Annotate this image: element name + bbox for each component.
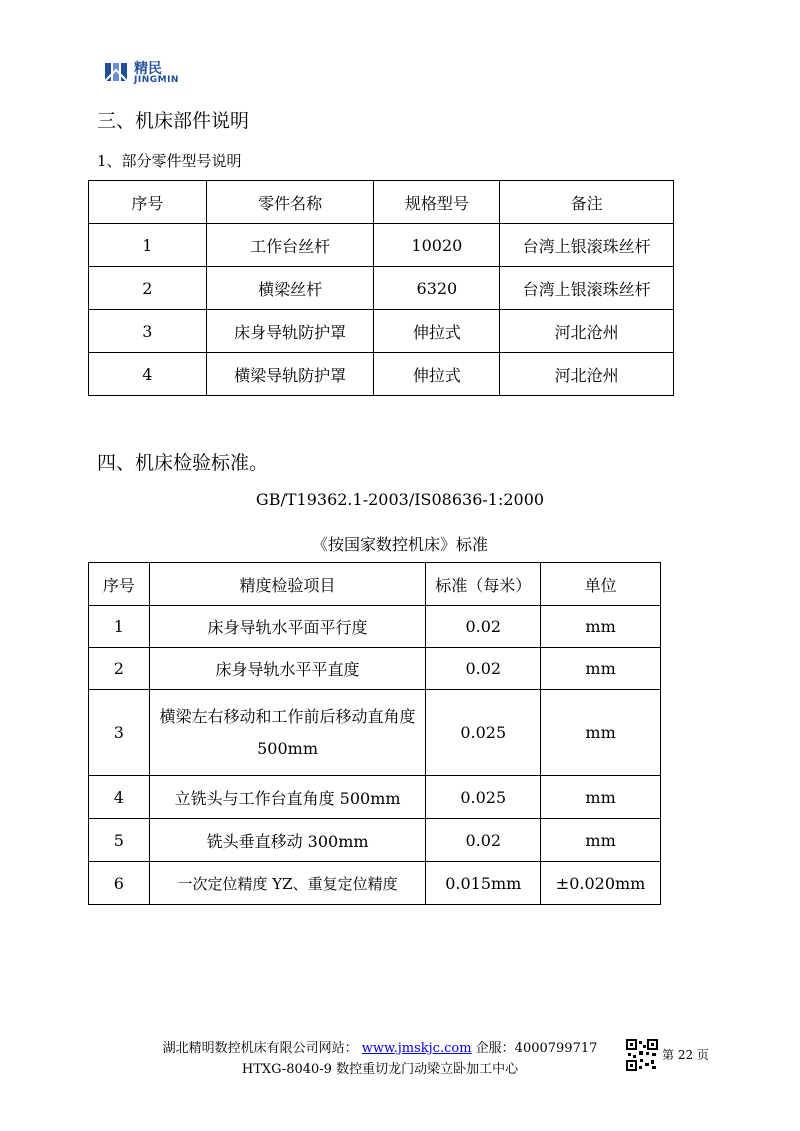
table-cell: 0.025 bbox=[426, 690, 541, 776]
table-cell: 立铣头与工作台直角度 500mm bbox=[149, 776, 426, 819]
table-cell: 河北沧州 bbox=[500, 353, 674, 396]
table-cell: 2 bbox=[89, 648, 150, 690]
header-cell: 规格型号 bbox=[374, 181, 500, 224]
table-row bbox=[89, 862, 661, 905]
table-cell: mm bbox=[541, 776, 661, 819]
header-cell: 零件名称 bbox=[206, 181, 374, 224]
table-row bbox=[89, 648, 661, 690]
table-cell: 0.015mm bbox=[426, 862, 541, 905]
header-cell: 备注 bbox=[500, 181, 674, 224]
table-cell: 横梁丝杆 bbox=[206, 267, 374, 310]
table-cell: 3 bbox=[89, 690, 150, 776]
table-row bbox=[89, 819, 661, 862]
qr-code-icon bbox=[626, 1039, 658, 1071]
table-cell: 2 bbox=[89, 267, 207, 310]
parts-table bbox=[88, 180, 674, 396]
table-cell: 3 bbox=[89, 310, 207, 353]
table-row bbox=[89, 267, 674, 310]
table-cell: 1 bbox=[89, 606, 150, 648]
section3-heading: 三、机床部件说明 bbox=[97, 110, 250, 132]
table-cell: mm bbox=[541, 606, 661, 648]
table-cell: 横梁导轨防护罩 bbox=[206, 353, 374, 396]
parts-table-header bbox=[89, 181, 674, 224]
logo-english-text: JINGMIN bbox=[134, 75, 179, 85]
table-cell: 0.025 bbox=[426, 776, 541, 819]
table-row bbox=[89, 690, 661, 776]
table-row bbox=[89, 776, 661, 819]
table-cell: 6320 bbox=[374, 267, 500, 310]
header-cell: 序号 bbox=[89, 563, 150, 606]
table-cell: 伸拉式 bbox=[374, 310, 500, 353]
table-cell: 铣头垂直移动 300mm bbox=[149, 819, 426, 862]
table-cell: 台湾上银滚珠丝杆 bbox=[500, 267, 674, 310]
standard-name: 《按国家数控机床》标准 bbox=[311, 535, 488, 554]
table-cell: 工作台丝杆 bbox=[206, 224, 374, 267]
table-cell: 台湾上银滚珠丝杆 bbox=[500, 224, 674, 267]
table-cell: 4 bbox=[89, 776, 150, 819]
header-cell: 单位 bbox=[541, 563, 661, 606]
table-cell: 0.02 bbox=[426, 648, 541, 690]
table-cell: mm bbox=[541, 690, 661, 776]
header-cell: 序号 bbox=[89, 181, 207, 224]
table-cell: 伸拉式 bbox=[374, 353, 500, 396]
table-cell: 0.02 bbox=[426, 606, 541, 648]
table-cell: mm bbox=[541, 819, 661, 862]
section3-subheading: 1、部分零件型号说明 bbox=[97, 152, 242, 170]
company-logo bbox=[104, 56, 184, 88]
inspection-table bbox=[88, 562, 661, 905]
table-cell: 横梁左右移动和工作前后移动直角度 500mm bbox=[149, 690, 426, 776]
logo-chinese-text: 精民 bbox=[134, 61, 162, 77]
table-cell: 10020 bbox=[374, 224, 500, 267]
table-row bbox=[89, 310, 674, 353]
footer-service: 企服：4000799717 bbox=[475, 1041, 598, 1056]
table-row bbox=[89, 353, 674, 396]
footer-website-link[interactable]: www.jmskjc.com bbox=[361, 1041, 472, 1056]
header-cell: 精度检验项目 bbox=[149, 563, 426, 606]
table-cell: ±0.020mm bbox=[541, 862, 661, 905]
table-cell: 6 bbox=[89, 862, 150, 905]
table-cell: 0.02 bbox=[426, 819, 541, 862]
standard-code: GB/T19362.1-2003/IS08636-1:2000 bbox=[255, 490, 545, 509]
section4-heading: 四、机床检验标准。 bbox=[97, 452, 269, 474]
header-cell: 标准（每米） bbox=[426, 563, 541, 606]
page-number: 第 22 页 bbox=[662, 1048, 709, 1062]
table-cell: 4 bbox=[89, 353, 207, 396]
table-cell: 床身导轨防护罩 bbox=[206, 310, 374, 353]
inspection-table-header bbox=[89, 563, 661, 606]
table-row bbox=[89, 224, 674, 267]
jingmin-logo-icon bbox=[104, 60, 130, 86]
table-row bbox=[89, 606, 661, 648]
footer-company: 湖北精明数控机床有限公司网站： bbox=[162, 1041, 358, 1056]
table-cell: 床身导轨水平平直度 bbox=[149, 648, 426, 690]
table-cell: 1 bbox=[89, 224, 207, 267]
table-cell: mm bbox=[541, 648, 661, 690]
table-cell: 一次定位精度 YZ、重复定位精度 bbox=[149, 862, 426, 905]
footer-model: HTXG-8040-9 数控重切龙门动梁立卧加工中心 bbox=[241, 1062, 519, 1077]
table-cell: 河北沧州 bbox=[500, 310, 674, 353]
table-cell: 5 bbox=[89, 819, 150, 862]
table-cell: 床身导轨水平面平行度 bbox=[149, 606, 426, 648]
